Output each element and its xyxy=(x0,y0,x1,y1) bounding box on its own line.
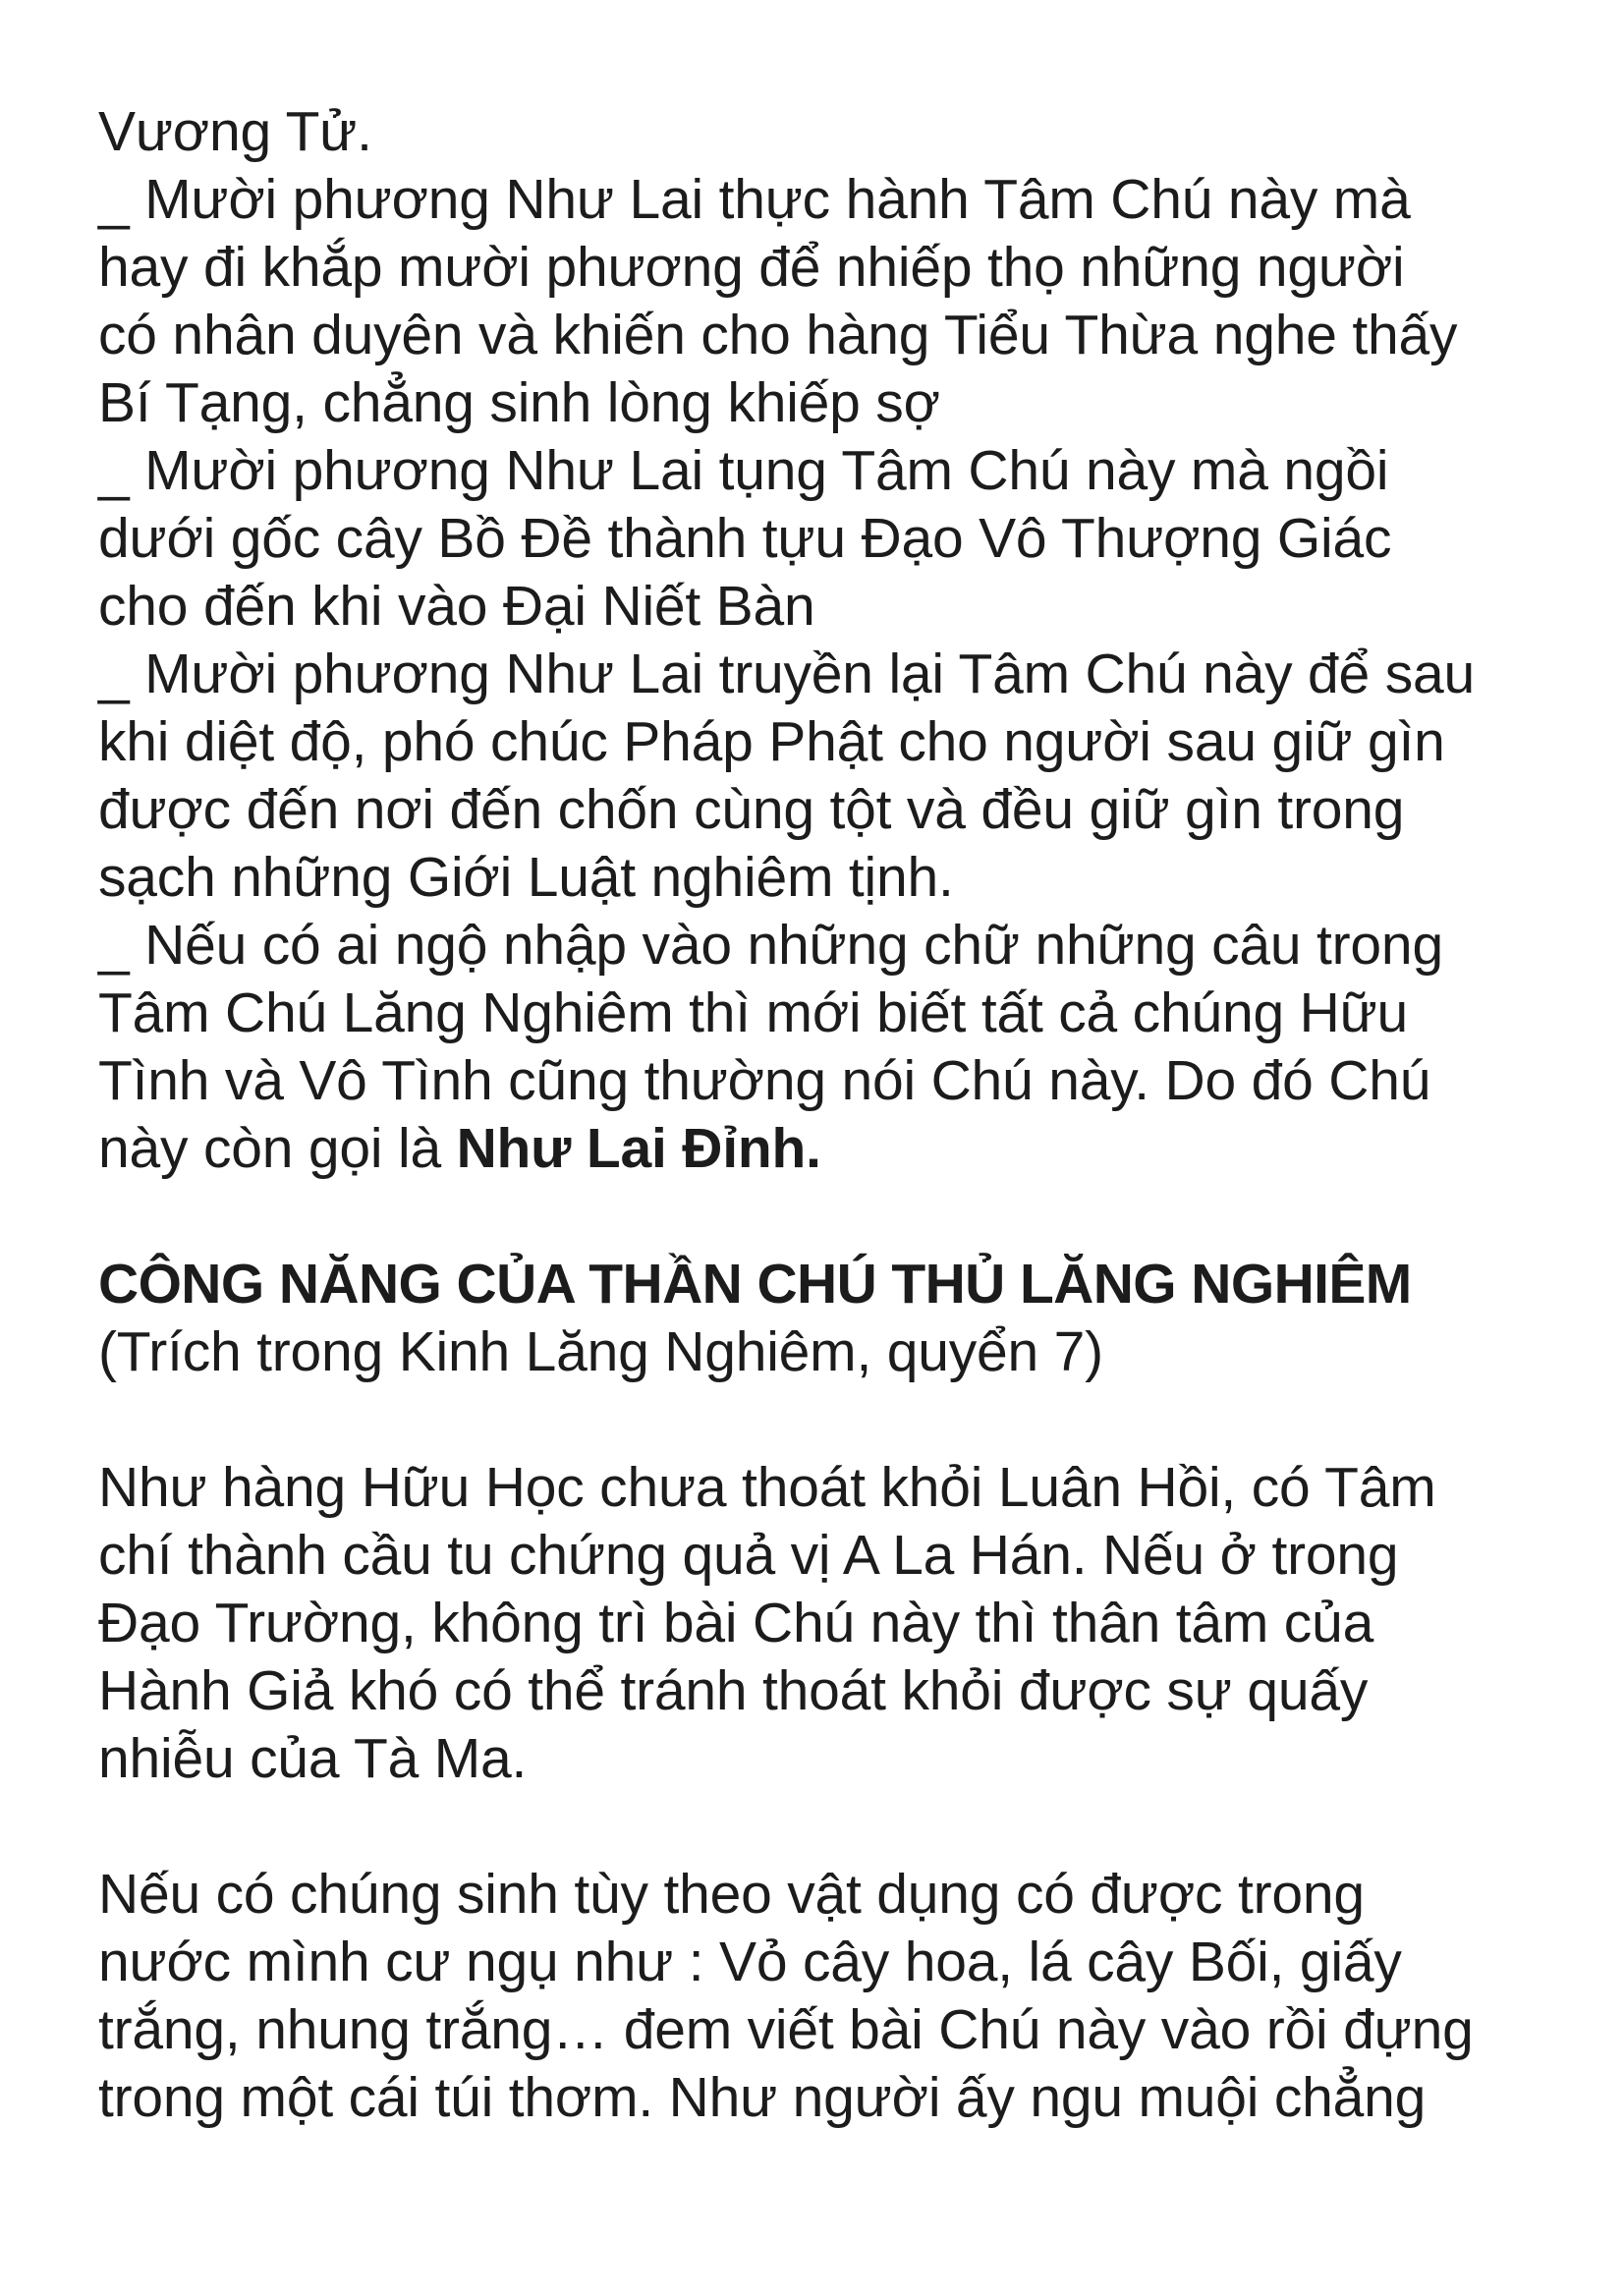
intro-section xyxy=(98,98,1572,1183)
text-line: nước mình cư ngụ như : Vỏ cây hoa, lá cây Bối, giấy xyxy=(98,1931,1402,1993)
text-line: Đạo Trường, không trì bài Chú này thì thân tâm của xyxy=(98,1592,1374,1654)
paragraph-1 xyxy=(98,1454,1572,1793)
section-subheading: (Trích trong Kinh Lăng Nghiêm, quyển 7) xyxy=(98,1320,1103,1383)
text-line: _ Mười phương Như Lai thực hành Tâm Chú này mà xyxy=(98,168,1411,231)
text-line: Nếu có chúng sinh tùy theo vật dụng có được trong xyxy=(98,1863,1365,1926)
text-fragment: này còn gọi là xyxy=(98,1117,457,1180)
text-line: Tình và Vô Tình cũng thường nói Chú này. Do đó Chú xyxy=(98,1049,1431,1112)
section-heading: CÔNG NĂNG CỦA THẦN CHÚ THỦ LĂNG NGHIÊM xyxy=(98,1253,1412,1316)
text-line: cho đến khi vào Đại Niết Bàn xyxy=(98,575,815,638)
text-line: dưới gốc cây Bồ Đề thành tựu Đạo Vô Thượng Giác xyxy=(98,507,1392,570)
text-line: trong một cái túi thơm. Như người ấy ngu muội chẳng xyxy=(98,2066,1427,2129)
spacer xyxy=(98,1793,1572,1861)
document-page xyxy=(98,98,1572,2132)
text-line: nhiễu của Tà Ma. xyxy=(98,1727,528,1790)
text-line: được đến nơi đến chốn cùng tột và đều giữ gìn trong xyxy=(98,778,1405,841)
text-line: chí thành cầu tu chứng quả vị A La Hán. Nếu ở trong xyxy=(98,1524,1399,1587)
text-line: Bí Tạng, chẳng sinh lòng khiếp sợ xyxy=(98,371,940,434)
text-line: hay đi khắp mười phương để nhiếp thọ những người xyxy=(98,236,1405,299)
text-line: Vương Tử. xyxy=(98,100,372,163)
heading-section xyxy=(98,1251,1572,1386)
spacer xyxy=(98,1183,1572,1251)
text-line: Hành Giả khó có thể tránh thoát khỏi được sự quấy xyxy=(98,1659,1369,1722)
text-line: sạch những Giới Luật nghiêm tịnh. xyxy=(98,846,954,909)
paragraph-2 xyxy=(98,1861,1572,2132)
bold-term: Như Lai Đỉnh. xyxy=(456,1117,821,1180)
text-line: Như hàng Hữu Học chưa thoát khỏi Luân Hồi, có Tâm xyxy=(98,1456,1436,1519)
text-line: trắng, nhung trắng… đem viết bài Chú này vào rồi đựng xyxy=(98,1998,1474,2061)
text-line: khi diệt độ, phó chúc Pháp Phật cho người sau giữ gìn xyxy=(98,710,1445,773)
text-line: _ Mười phương Như Lai truyền lại Tâm Chú này để sau xyxy=(98,643,1475,705)
text-line: _ Nếu có ai ngộ nhập vào những chữ những câu trong xyxy=(98,914,1443,977)
text-line: Tâm Chú Lăng Nghiêm thì mới biết tất cả chúng Hữu xyxy=(98,981,1409,1044)
text-line-with-bold xyxy=(98,1115,1572,1183)
spacer xyxy=(98,1386,1572,1454)
text-line: _ Mười phương Như Lai tụng Tâm Chú này mà ngồi xyxy=(98,439,1389,502)
text-line: có nhân duyên và khiến cho hàng Tiểu Thừa nghe thấy xyxy=(98,304,1458,366)
